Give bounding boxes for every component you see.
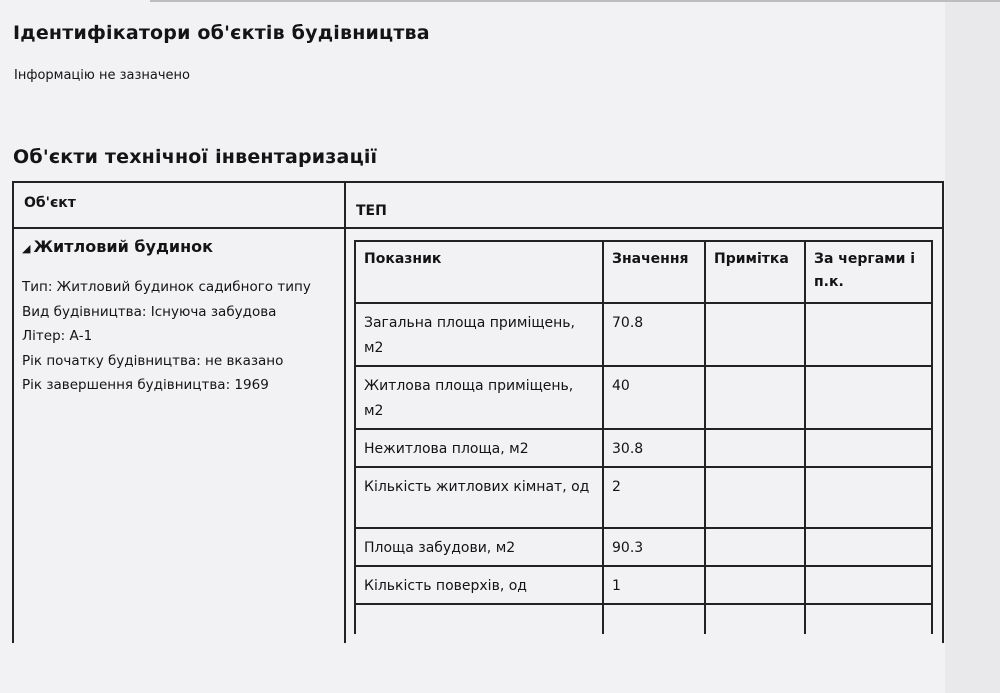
tep-cell-note <box>705 566 805 604</box>
tep-cell-queue <box>805 467 932 528</box>
tep-cell-value: 1 <box>603 566 705 604</box>
tep-cell-queue <box>805 303 932 366</box>
column-header-tep: ТЕП <box>356 203 387 219</box>
identifiers-note: Інформацію не зазначено <box>14 68 190 83</box>
tep-cell-empty <box>705 604 805 634</box>
table-row <box>355 303 932 366</box>
column-divider <box>344 183 346 643</box>
collapse-triangle-icon[interactable]: ◢ <box>22 242 31 255</box>
tep-header-row <box>355 241 932 303</box>
property-letter: Літер: А-1 <box>22 328 93 344</box>
tep-cell-queue <box>805 429 932 467</box>
tep-cell-value: 2 <box>603 467 705 528</box>
tep-header-queue: За чергами і п.к. <box>805 241 932 303</box>
tep-cell-note <box>705 429 805 467</box>
tep-cell-value: 70.8 <box>603 303 705 366</box>
tep-cell-indicator: Кількість житлових кімнат, од <box>355 467 603 528</box>
property-start-year: Рік початку будівництва: не вказано <box>22 352 284 369</box>
table-row <box>355 528 932 566</box>
tep-cell-note <box>705 303 805 366</box>
tep-cell-value: 40 <box>603 366 705 429</box>
tep-cell-queue <box>805 366 932 429</box>
tep-cell-indicator: Житлова площа приміщень, м2 <box>355 366 603 429</box>
tep-cell-queue <box>805 566 932 604</box>
tep-cell-indicator: Загальна площа приміщень, м2 <box>355 303 603 366</box>
inventory-heading: Об'єкти технічної інвентаризації <box>13 146 378 168</box>
table-row-cutoff <box>355 604 932 634</box>
table-row <box>355 366 932 429</box>
object-properties <box>22 275 311 398</box>
tep-cell-indicator: Нежитлова площа, м2 <box>355 429 603 467</box>
identifiers-heading: Ідентифікатори об'єктів будівництва <box>13 22 430 44</box>
tep-cell-value: 90.3 <box>603 528 705 566</box>
tep-cell-indicator: Площа забудови, м2 <box>355 528 603 566</box>
inventory-table-header <box>14 183 942 229</box>
object-title[interactable] <box>22 237 213 256</box>
table-row <box>355 566 932 604</box>
table-row <box>355 429 932 467</box>
top-edge-line <box>150 0 1000 2</box>
tep-cell-value: 30.8 <box>603 429 705 467</box>
property-end-year: Рік завершення будівництва: 1969 <box>22 377 269 393</box>
tep-table <box>354 240 933 634</box>
column-header-object: Об'єкт <box>24 195 76 211</box>
table-row <box>355 467 932 528</box>
tep-cell-empty <box>805 604 932 634</box>
tep-cell-note <box>705 467 805 528</box>
tep-header-note: Примітка <box>705 241 805 303</box>
tep-cell-queue <box>805 528 932 566</box>
object-name: Житловий будинок <box>33 237 214 256</box>
tep-cell-indicator: Кількість поверхів, од <box>355 566 603 604</box>
tep-header-indicator: Показник <box>355 241 603 303</box>
tep-cell-note <box>705 366 805 429</box>
property-type: Тип: Житловий будинок садибного типу <box>22 279 311 295</box>
tep-cell-empty <box>355 604 603 634</box>
tep-cell-empty <box>603 604 705 634</box>
property-construction-kind: Вид будівництва: Існуюча забудова <box>22 303 277 320</box>
tep-cell-note <box>705 528 805 566</box>
tep-header-value: Значення <box>603 241 705 303</box>
